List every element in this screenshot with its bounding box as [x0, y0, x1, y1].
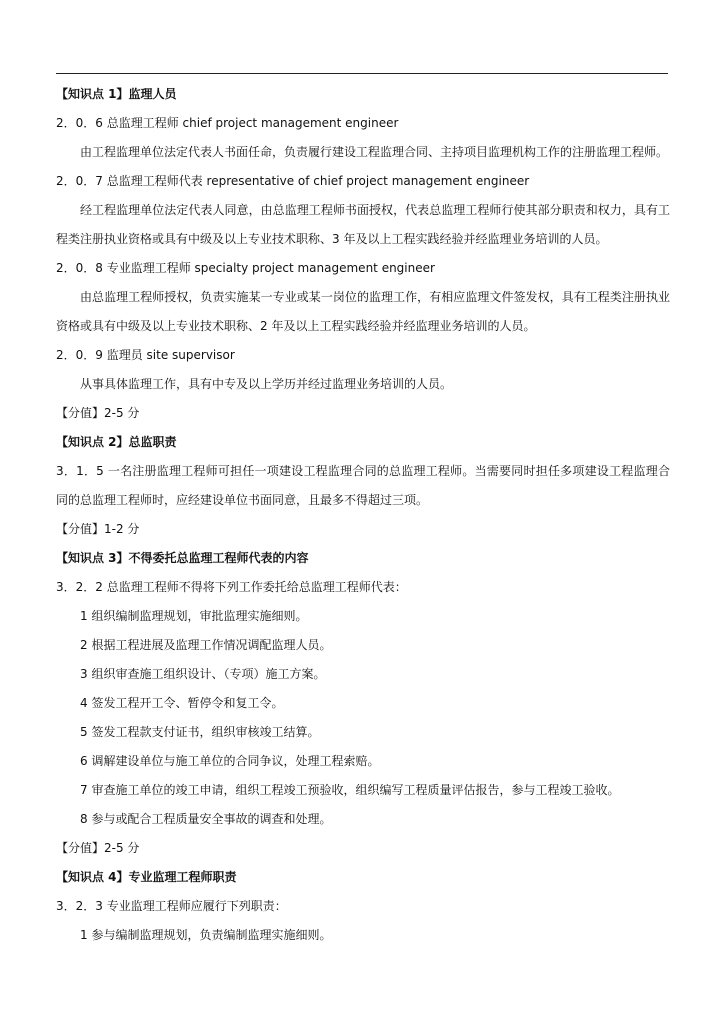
section-heading: 【知识点 4】专业监理工程师职责 [56, 870, 237, 884]
section-heading: 【知识点 2】总监职责 [56, 435, 177, 449]
document-body [56, 80, 670, 950]
clause-intro: 3．2．3 专业监理工程师应履行下列职责： [56, 899, 287, 913]
score-label: 【分值】2-5 分 [56, 841, 140, 855]
list-item: 8 参与或配合工程质量安全事故的调查和处理。 [80, 812, 332, 826]
clause-title: 2．0．9 监理员 site supervisor [56, 348, 235, 362]
list-item: 5 签发工程款支付证书，组织审核竣工结算。 [80, 725, 320, 739]
list-item: 1 组织编制监理规划，审批监理实施细则。 [80, 609, 308, 623]
header-rule [56, 73, 668, 74]
clause-text: 从事具体监理工作，具有中专及以上学历并经过监理业务培训的人员。 [80, 377, 453, 391]
list-item: 7 审查施工单位的竣工申请，组织工程竣工预验收，组织编写工程质量评估报告，参与工程竣工验收。 [80, 783, 620, 797]
list-item: 1 参与编制监理规划，负责编制监理实施细则。 [80, 928, 332, 942]
clause-text: 3．1．5 一名注册监理工程师可担任一项建设工程监理合同的总监理工程师。当需要同时担任多项建设工程监理合同的总监理工程师时，应经建设单位书面同意，且最多不得超过三项。 [56, 464, 670, 507]
list-item: 4 签发工程开工令、暂停令和复工令。 [80, 696, 284, 710]
score-label: 【分值】1-2 分 [56, 522, 140, 536]
section-heading: 【知识点 3】不得委托总监理工程师代表的内容 [56, 551, 309, 565]
clause-intro: 3．2．2 总监理工程师不得将下列工作委托给总监理工程师代表： [56, 580, 407, 594]
clause-text: 经工程监理单位法定代表人同意，由总监理工程师书面授权，代表总监理工程师行使其部分职责和权力，具有工程类注册执业资格或具有中级及以上专业技术职称、3 年及以上工程实践经验并经监理业务培训的人员。 [56, 203, 670, 246]
section-heading: 【知识点 1】监理人员 [56, 87, 177, 101]
list-item: 3 组织审查施工组织设计、（专项）施工方案。 [80, 667, 326, 681]
list-item: 6 调解建设单位与施工单位的合同争议，处理工程索赔。 [80, 754, 380, 768]
clause-title: 2．0．8 专业监理工程师 specialty project management engineer [56, 261, 435, 275]
clause-title: 2．0．7 总监理工程师代表 representative of chief project management engineer [56, 174, 530, 188]
clause-text: 由总监理工程师授权，负责实施某一专业或某一岗位的监理工作，有相应监理文件签发权，具有工程类注册执业资格或具有中级及以上专业技术职称、2 年及以上工程实践经验并经监理业务培训的人员。 [56, 290, 670, 333]
clause-text: 由工程监理单位法定代表人书面任命，负责履行建设工程监理合同、主持项目监理机构工作的注册监理工程师。 [80, 145, 669, 159]
list-item: 2 根据工程进展及监理工作情况调配监理人员。 [80, 638, 332, 652]
score-label: 【分值】2-5 分 [56, 406, 140, 420]
clause-title: 2．0．6 总监理工程师 chief project management engineer [56, 116, 399, 130]
